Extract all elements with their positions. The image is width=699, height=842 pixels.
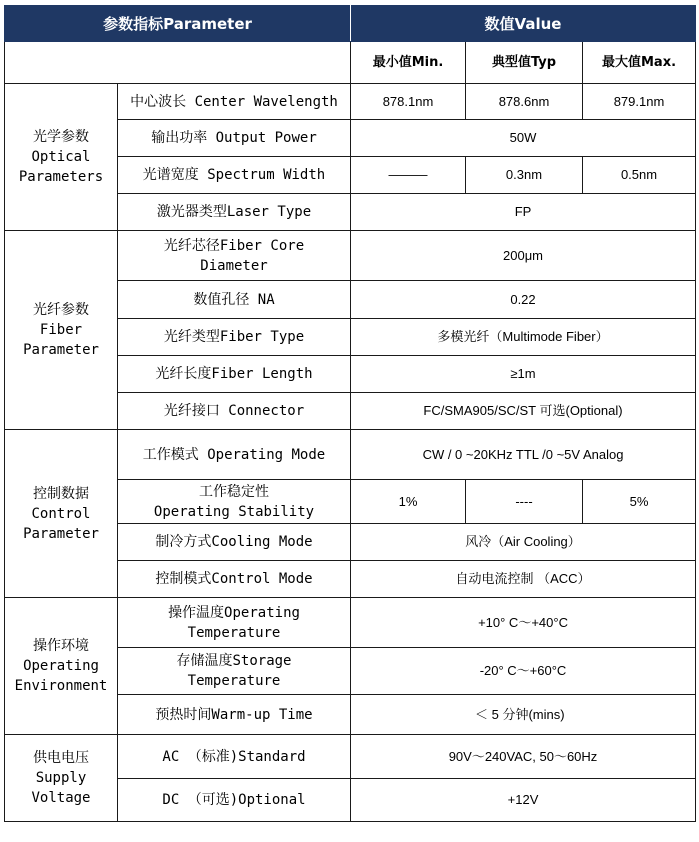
- parameter-cell: [118, 84, 351, 120]
- value-cell: 90V～240VAC, 50～60Hz: [351, 735, 696, 779]
- category-cell: [5, 430, 118, 598]
- parameter-cell: [118, 157, 351, 194]
- parameter-label: 控制模式Control Mode: [155, 571, 313, 587]
- typ-value-cell: ----: [466, 480, 583, 524]
- parameter-label: 工作模式 Operating Mode: [142, 446, 326, 463]
- category-label: Supply: [35, 770, 87, 786]
- parameter-label: 工作稳定性: [199, 483, 269, 500]
- parameter-cell: [118, 319, 351, 356]
- category-cell: [5, 231, 118, 430]
- parameter-label: 存储温度Storage: [176, 653, 292, 669]
- category-cell: [5, 84, 118, 231]
- category-label: 操作环境: [33, 638, 89, 654]
- parameter-label: 光纤接口 Connector: [163, 403, 305, 419]
- typ-value-cell: 0.3nm: [466, 157, 583, 194]
- category-label: 控制数据: [33, 485, 89, 502]
- value-cell: +12V: [351, 779, 696, 822]
- min-header: 最小值Min.: [351, 42, 466, 84]
- parameter-label: 预热时间Warm-up Time: [155, 706, 313, 723]
- value-cell: -20° C～+60°C: [351, 648, 696, 695]
- parameter-header: 参数指标Parameter: [5, 6, 351, 42]
- parameter-label: Temperature: [187, 673, 281, 689]
- category-label: Fiber: [39, 322, 83, 338]
- parameter-cell: [118, 194, 351, 231]
- table-row: [5, 430, 696, 480]
- parameter-label: Operating Stability: [153, 503, 315, 520]
- typ-value-cell: 878.6nm: [466, 84, 583, 120]
- parameter-cell: [118, 480, 351, 524]
- category-cell: [5, 735, 118, 822]
- category-cell: [5, 598, 118, 735]
- parameter-label: AC （标准)Standard: [162, 748, 306, 765]
- table-row: [5, 735, 696, 779]
- min-value-cell: 878.1nm: [351, 84, 466, 120]
- min-value-cell: ———: [351, 157, 466, 194]
- parameter-label: 激光器类型Laser Type: [156, 204, 312, 220]
- category-label: Voltage: [31, 790, 91, 806]
- table-row: [5, 231, 696, 281]
- table-row: [5, 84, 696, 120]
- value-cell: +10° C～+40°C: [351, 598, 696, 648]
- category-label: Optical: [31, 149, 91, 165]
- parameter-label: Diameter: [200, 257, 268, 274]
- parameter-cell: [118, 120, 351, 157]
- category-label: Parameters: [18, 169, 104, 185]
- table-row: [5, 598, 696, 648]
- parameter-cell: [118, 695, 351, 735]
- value-cell: 多模光纤（Multimode Fiber）: [351, 319, 696, 356]
- value-cell: FP: [351, 194, 696, 231]
- max-value-cell: 879.1nm: [583, 84, 696, 120]
- parameter-label: DC （可选)Optional: [162, 792, 306, 808]
- min-value-cell: 1%: [351, 480, 466, 524]
- category-label: 供电电压: [33, 750, 89, 766]
- parameter-cell: [118, 779, 351, 822]
- parameter-cell: [118, 561, 351, 598]
- parameter-label: 光谱宽度 Spectrum Width: [142, 167, 326, 183]
- value-cell: 风冷（Air Cooling）: [351, 524, 696, 561]
- subheader-blank: [5, 42, 351, 84]
- category-label: Parameter: [23, 525, 99, 542]
- value-cell: 自动电流控制 （ACC）: [351, 561, 696, 598]
- parameter-cell: [118, 356, 351, 393]
- parameter-cell: [118, 735, 351, 779]
- category-label: Control: [31, 505, 91, 522]
- value-cell: CW / 0 ~20KHz TTL /0 ~5V Analog: [351, 430, 696, 480]
- parameter-label: 光纤类型Fiber Type: [163, 329, 305, 345]
- category-label: 光学参数: [33, 129, 89, 145]
- parameter-cell: [118, 524, 351, 561]
- parameter-label: 输出功率 Output Power: [151, 130, 317, 146]
- parameter-cell: [118, 598, 351, 648]
- value-cell: 200μm: [351, 231, 696, 281]
- max-value-cell: 0.5nm: [583, 157, 696, 194]
- parameter-label: Temperature: [187, 624, 281, 641]
- parameter-cell: [118, 281, 351, 319]
- category-label: Parameter: [23, 342, 99, 358]
- parameter-cell: [118, 430, 351, 480]
- value-cell: FC/SMA905/SC/ST 可选(Optional): [351, 393, 696, 430]
- spec-table: [4, 5, 696, 822]
- typ-header: 典型值Typ: [466, 42, 583, 84]
- category-label: Operating: [23, 658, 99, 674]
- parameter-label: 光纤芯径Fiber Core: [163, 237, 305, 254]
- value-header: 数值Value: [351, 6, 696, 42]
- parameter-label: 制冷方式Cooling Mode: [155, 534, 313, 550]
- parameter-cell: [118, 393, 351, 430]
- value-cell: 0.22: [351, 281, 696, 319]
- max-header: 最大值Max.: [583, 42, 696, 84]
- parameter-cell: [118, 648, 351, 695]
- value-cell: ＜ 5 分钟(mins): [351, 695, 696, 735]
- max-value-cell: 5%: [583, 480, 696, 524]
- parameter-label: 操作温度Operating: [168, 604, 300, 621]
- parameter-label: 中心波长 Center Wavelength: [130, 93, 338, 110]
- parameter-label: 光纤长度Fiber Length: [155, 366, 313, 382]
- parameter-label: 数值孔径 NA: [193, 291, 275, 308]
- subheader-row: [5, 42, 696, 84]
- category-label: 光纤参数: [33, 302, 89, 318]
- category-label: Environment: [14, 678, 108, 694]
- value-cell: 50W: [351, 120, 696, 157]
- value-cell: ≥1m: [351, 356, 696, 393]
- parameter-cell: [118, 231, 351, 281]
